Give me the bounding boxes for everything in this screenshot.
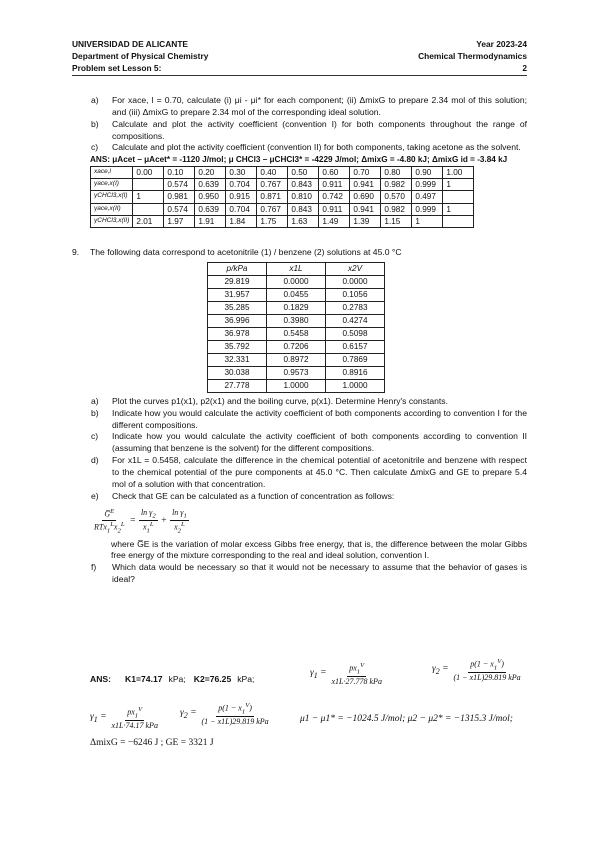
table-cell: 1 <box>443 178 474 190</box>
table-row <box>91 166 474 178</box>
table-cell: 0.871 <box>257 191 288 203</box>
table-cell: 0.941 <box>350 178 381 190</box>
academic-year: Year 2023-24 <box>476 39 527 49</box>
table-cell: 0.915 <box>226 191 257 203</box>
university-name: UNIVERSIDAD DE ALICANTE <box>72 39 189 49</box>
table-cell: 0.497 <box>412 191 443 203</box>
list-item: e) Check that GE can be calculated as a function of concentration as follows: <box>91 490 395 501</box>
table-cell: 0.843 <box>288 203 319 215</box>
table-row <box>208 366 385 379</box>
list-item: c) Indicate how you would calculate the activity coefficient of both components according to convention II (assuming that benzene is the solvent) for the different compositions. <box>91 431 527 454</box>
table-row <box>91 215 474 227</box>
row-header: γCHCl3,x(I) <box>91 191 133 203</box>
table-cell <box>443 215 474 227</box>
table-cell: 0.911 <box>319 203 350 215</box>
table-cell: 0.574 <box>164 178 195 190</box>
table-cell: 0.570 <box>381 191 412 203</box>
table-cell: 0.8972 <box>267 353 326 366</box>
henry-constants-answer: ANS: K1=74.17 kPa; K2=76.25 kPa; <box>90 674 255 684</box>
table-cell: 0.767 <box>257 178 288 190</box>
table-cell: 0.5098 <box>326 327 385 340</box>
table-row <box>208 288 385 301</box>
problem-intro: 9. The following data correspond to acetonitrile (1) / benzene (2) solutions at 45.0 °C <box>72 247 402 257</box>
course-name: Chemical Thermodynamics <box>418 51 527 62</box>
table-cell: 0.10 <box>164 166 195 178</box>
table-cell: 36.996 <box>208 314 267 327</box>
table-cell: 0.911 <box>319 178 350 190</box>
table-cell: 0.7206 <box>267 340 326 353</box>
table-cell: 0.704 <box>226 178 257 190</box>
table-cell: 1.00 <box>443 166 474 178</box>
table-cell: 1.0000 <box>326 379 385 392</box>
table-cell <box>133 178 164 190</box>
row-header: γace,x(I) <box>91 178 133 190</box>
table-cell: 1.63 <box>288 215 319 227</box>
table-cell: 1.49 <box>319 215 350 227</box>
table-cell: 0.7869 <box>326 353 385 366</box>
table-cell: 36.978 <box>208 327 267 340</box>
table-row <box>208 314 385 327</box>
vapor-liquid-data-table <box>207 262 385 393</box>
table-cell: 0.30 <box>226 166 257 178</box>
list-item: c) Calculate and plot the activity coefficient (convention II) for both components, taking acetone as the solvent. <box>91 142 521 153</box>
table-cell: 0.981 <box>164 191 195 203</box>
row-header: γCHCl3,x(II) <box>91 215 133 227</box>
table-cell: 0.40 <box>257 166 288 178</box>
gamma1-conv2-formula: $\gamma_1$ = $\frac{px_1^V}{\text{x1L·27.778 kPa}}$ <box>310 662 382 687</box>
column-header: x1L <box>267 262 326 275</box>
list-item: a) For xace, l = 0.70, calculate (i) μi - μi* for each component; (ii) ΔmixG to prepare 2.34 mol of this solution; and (iii) ΔmixG to prepare 2.34 mol of the corresponding ideal solution. <box>91 95 527 117</box>
table-row <box>91 203 474 215</box>
table-cell: 0.704 <box>226 203 257 215</box>
table-cell: 0.690 <box>350 191 381 203</box>
column-header: x2V <box>326 262 385 275</box>
table-cell: 0.810 <box>288 191 319 203</box>
table-cell: 1.91 <box>195 215 226 227</box>
table-row <box>208 379 385 392</box>
gamma2-conv1-formula: $\gamma_2$ = $\frac{p(1 - x_1^V)}{\text{(1 − x1L)29.819 kPa}}$ <box>180 702 269 727</box>
problem-set-title: Problem set Lesson 5: <box>72 63 162 74</box>
previous-problem <box>72 95 527 228</box>
table-row <box>208 327 385 340</box>
table-cell <box>443 191 474 203</box>
table-cell: 0.982 <box>381 203 412 215</box>
gibbs-energy-answer: ΔmixG = −6246 J ; GE = 3321 J <box>90 738 214 748</box>
table-cell: 2.01 <box>133 215 164 227</box>
table-cell: 0.982 <box>381 178 412 190</box>
excess-gibbs-equation: $\frac{G̅^E}{RTx_1^Lx_2^L}$ = $\frac{\ln \gamma_2}{x_1^L}$ + $\frac{\ln \gamma_1}{x_2^L}$ <box>94 507 187 535</box>
table-cell: 1 <box>443 203 474 215</box>
table-cell: 0.60 <box>319 166 350 178</box>
table-cell: 0.2783 <box>326 301 385 314</box>
table-cell: 31.957 <box>208 288 267 301</box>
department-name: Department of Physical Chemistry <box>72 51 209 62</box>
excess-gibbs-definition: where G̅E is the variation of molar excess Gibbs free energy, that is, the difference between the molar Gibbs free energy of the mixture corresponding to the real and ideal solution, convention I. <box>111 538 527 561</box>
table-cell: 35.285 <box>208 301 267 314</box>
page-number: 2 <box>522 63 527 74</box>
table-cell: 1 <box>412 215 443 227</box>
table-row <box>91 191 474 203</box>
table-cell: 32.331 <box>208 353 267 366</box>
problem-9 <box>72 247 527 586</box>
table-row <box>91 178 474 190</box>
table-cell: 0.1056 <box>326 288 385 301</box>
table-cell: 0.0455 <box>267 288 326 301</box>
chemical-potential-answer: μ1 − μ1* = −1024.5 J/mol; μ2 − μ2* = −1315.3 J/mol; <box>300 714 513 724</box>
table-cell: 1 <box>133 191 164 203</box>
table-cell: 1.84 <box>226 215 257 227</box>
table-cell: 1.97 <box>164 215 195 227</box>
table-cell: 0.950 <box>195 191 226 203</box>
table-cell: 1.75 <box>257 215 288 227</box>
table-cell: 0.999 <box>412 203 443 215</box>
table-cell: 0.767 <box>257 203 288 215</box>
table-cell: 0.999 <box>412 178 443 190</box>
table-cell: 0.941 <box>350 203 381 215</box>
list-item: f) Which data would be necessary so that it would not be necessary to assume that the behavior of gases is ideal? <box>91 562 527 585</box>
table-cell: 0.742 <box>319 191 350 203</box>
table-cell: 1.39 <box>350 215 381 227</box>
table-cell: 0.5458 <box>267 327 326 340</box>
list-item: a) Plot the curves p1(x1), p2(x1) and the boiling curve, p(x1). Determine Henry's constants. <box>91 395 448 406</box>
table-row <box>208 340 385 353</box>
table-cell: 0.574 <box>164 203 195 215</box>
table-cell <box>133 203 164 215</box>
row-header: xace,l <box>91 166 133 178</box>
table-cell: 0.639 <box>195 203 226 215</box>
table-cell: 1.15 <box>381 215 412 227</box>
table-cell: 35.792 <box>208 340 267 353</box>
gamma2-conv2-formula: $\gamma_2$ = $\frac{p(1 - x_1^V)}{\text{(1 − x1L)29.819 kPa}}$ <box>432 658 521 683</box>
table-cell: 0.0000 <box>326 275 385 288</box>
table-cell: 0.00 <box>133 166 164 178</box>
row-header: γace,x(II) <box>91 203 133 215</box>
list-item: d) For x1L = 0.5458, calculate the difference in the chemical potential of acetonitrile and benzene with respect to the chemical potential of the pure components at 45.0 °C. Then calculate ΔmixG and GE to prepare 5.4 mol of a solution with that concentration. <box>91 455 527 489</box>
table-row <box>208 353 385 366</box>
table-cell: 1.0000 <box>267 379 326 392</box>
table-cell: 0.1829 <box>267 301 326 314</box>
table-cell: 0.843 <box>288 178 319 190</box>
table-cell: 0.9573 <box>267 366 326 379</box>
table-cell: 0.3980 <box>267 314 326 327</box>
table-cell: 0.639 <box>195 178 226 190</box>
table-cell: 0.8916 <box>326 366 385 379</box>
table-row <box>208 301 385 314</box>
page-header <box>72 38 527 75</box>
gamma1-conv1-formula: $\gamma_1$ = $\frac{px_1^V}{\text{x1L·74.17 kPa}}$ <box>90 706 158 731</box>
table-cell: 30.038 <box>208 366 267 379</box>
table-cell: 27.778 <box>208 379 267 392</box>
table-cell: 0.90 <box>412 166 443 178</box>
table-cell: 0.20 <box>195 166 226 178</box>
answer-line: ANS: μAcet – μAcet* = -1120 J/mol; μ CHCl3 – μCHCl3* = -4229 J/mol; ΔmixG = -4.80 kJ; ΔmixG id = -3.84 kJ <box>90 155 508 165</box>
table-row <box>208 275 385 288</box>
table-cell: 0.70 <box>350 166 381 178</box>
column-header: p/kPa <box>208 262 267 275</box>
list-item: b) Calculate and plot the activity coefficient (convention I) for both components throughout the range of compositions. <box>91 118 527 141</box>
activity-coefficient-table <box>90 166 474 229</box>
table-cell: 0.6157 <box>326 340 385 353</box>
table-cell: 0.80 <box>381 166 412 178</box>
list-item: b) Indicate how you would calculate the activity coefficient of both components according to convention I for the different compositions. <box>91 407 527 430</box>
table-cell: 0.0000 <box>267 275 326 288</box>
table-cell: 0.50 <box>288 166 319 178</box>
table-cell: 29.819 <box>208 275 267 288</box>
table-cell: 0.4274 <box>326 314 385 327</box>
header-divider <box>72 75 527 76</box>
